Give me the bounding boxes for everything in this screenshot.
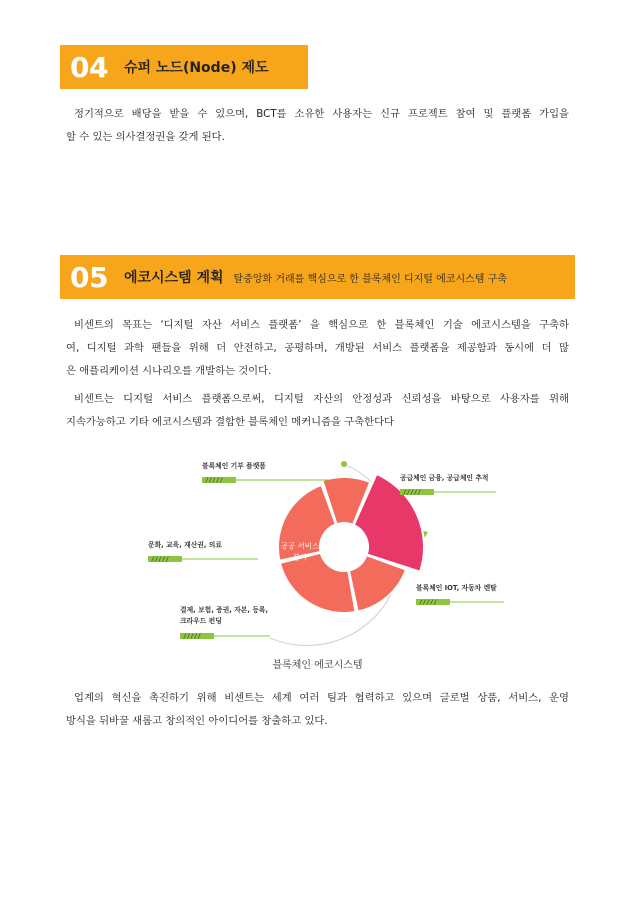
callout-label: 공급체인 금융, 공급체인 추적	[400, 474, 489, 482]
callout-bar-text: /////	[205, 477, 224, 484]
paragraph-line: 할 수 있는 의사결정권을 갖게 된다.	[66, 131, 225, 143]
paragraph-line: 은 애플리케이션 시나리오를 개발하는 것이다.	[66, 365, 272, 377]
ring-dot	[341, 461, 347, 467]
figure-caption: 블록체인 에코시스템	[272, 660, 363, 671]
section-04-number: 04	[70, 50, 108, 84]
section-05-header	[60, 255, 575, 299]
donut-segment	[280, 553, 356, 613]
callout-bar-text: /////	[403, 489, 422, 496]
section-05-paragraph-3	[66, 687, 569, 733]
paragraph-line: 지속가능하고 기타 에코시스템과 결합한 블록체인 메커니즘을 구축한다다	[66, 416, 394, 428]
ecosystem-svg	[140, 450, 510, 650]
paragraph-line: 여, 디지털 과학 팬들을 위해 더 안전하고, 공평하며, 개방된 서비스 플랫폼을 제공함과 동시에 더 많	[66, 342, 569, 354]
segment-label: 분야	[292, 552, 308, 562]
segment-label: 공공 서비스	[280, 541, 320, 551]
paragraph-line: 업계의 혁신을 촉진하기 위해 비센트는 세계 여러 팀과 협력하고 있으며 글로벌 상품, 서비스, 운영	[74, 692, 569, 704]
callout-label: 블록체인 IOT, 자동차 렌탈	[416, 584, 497, 592]
section-05-paragraph-1	[66, 314, 569, 383]
callout-bar-text: /////	[183, 633, 202, 640]
ecosystem-diagram	[140, 450, 510, 650]
paragraph-line: 비센트는 디지털 서비스 플랫폼으로써, 디지털 자산의 안정성과 신뢰성을 바탕으로 사용자를 위해	[74, 393, 569, 405]
paragraph-line: 정기적으로 배당을 받을 수 있으며, BCT를 소유한 사용자는 신규 프로젝트 참여 및 플랫폼 가입을	[74, 108, 569, 120]
section-05-paragraph-2	[66, 388, 569, 434]
callout-label: 블록체인 기부 플랫폼	[202, 462, 266, 470]
section-04-title: 슈퍼 노드(Node) 제도	[123, 60, 269, 76]
section-05-title: 에코시스템 계획	[123, 270, 224, 286]
callout-label: 결제, 보험, 증권, 자본, 등록,	[180, 606, 269, 614]
callout-bar-text: /////	[419, 599, 438, 606]
section-05-subtitle: 탈중앙화 거래를 핵심으로 한 블록체인 디지털 에코시스템 구축	[233, 273, 507, 285]
section-05-number: 05	[70, 260, 108, 294]
callout-label: 크라우드 펀딩	[180, 617, 222, 625]
paragraph-line: 비센트의 목표는 ‘디지털 자산 서비스 플랫폼’ 을 핵심으로 한 블록체인 기술 에코시스템을 구축하	[74, 319, 569, 331]
callout-label: 문화, 교육, 재산권, 의료	[148, 541, 222, 549]
paragraph-line: 방식을 뒤바꿀 새롭고 창의적인 아이디어를 창출하고 있다.	[66, 715, 328, 727]
callout-bar-text: /////	[151, 556, 170, 563]
section-04-header	[60, 45, 308, 89]
section-04-paragraph	[66, 103, 569, 149]
